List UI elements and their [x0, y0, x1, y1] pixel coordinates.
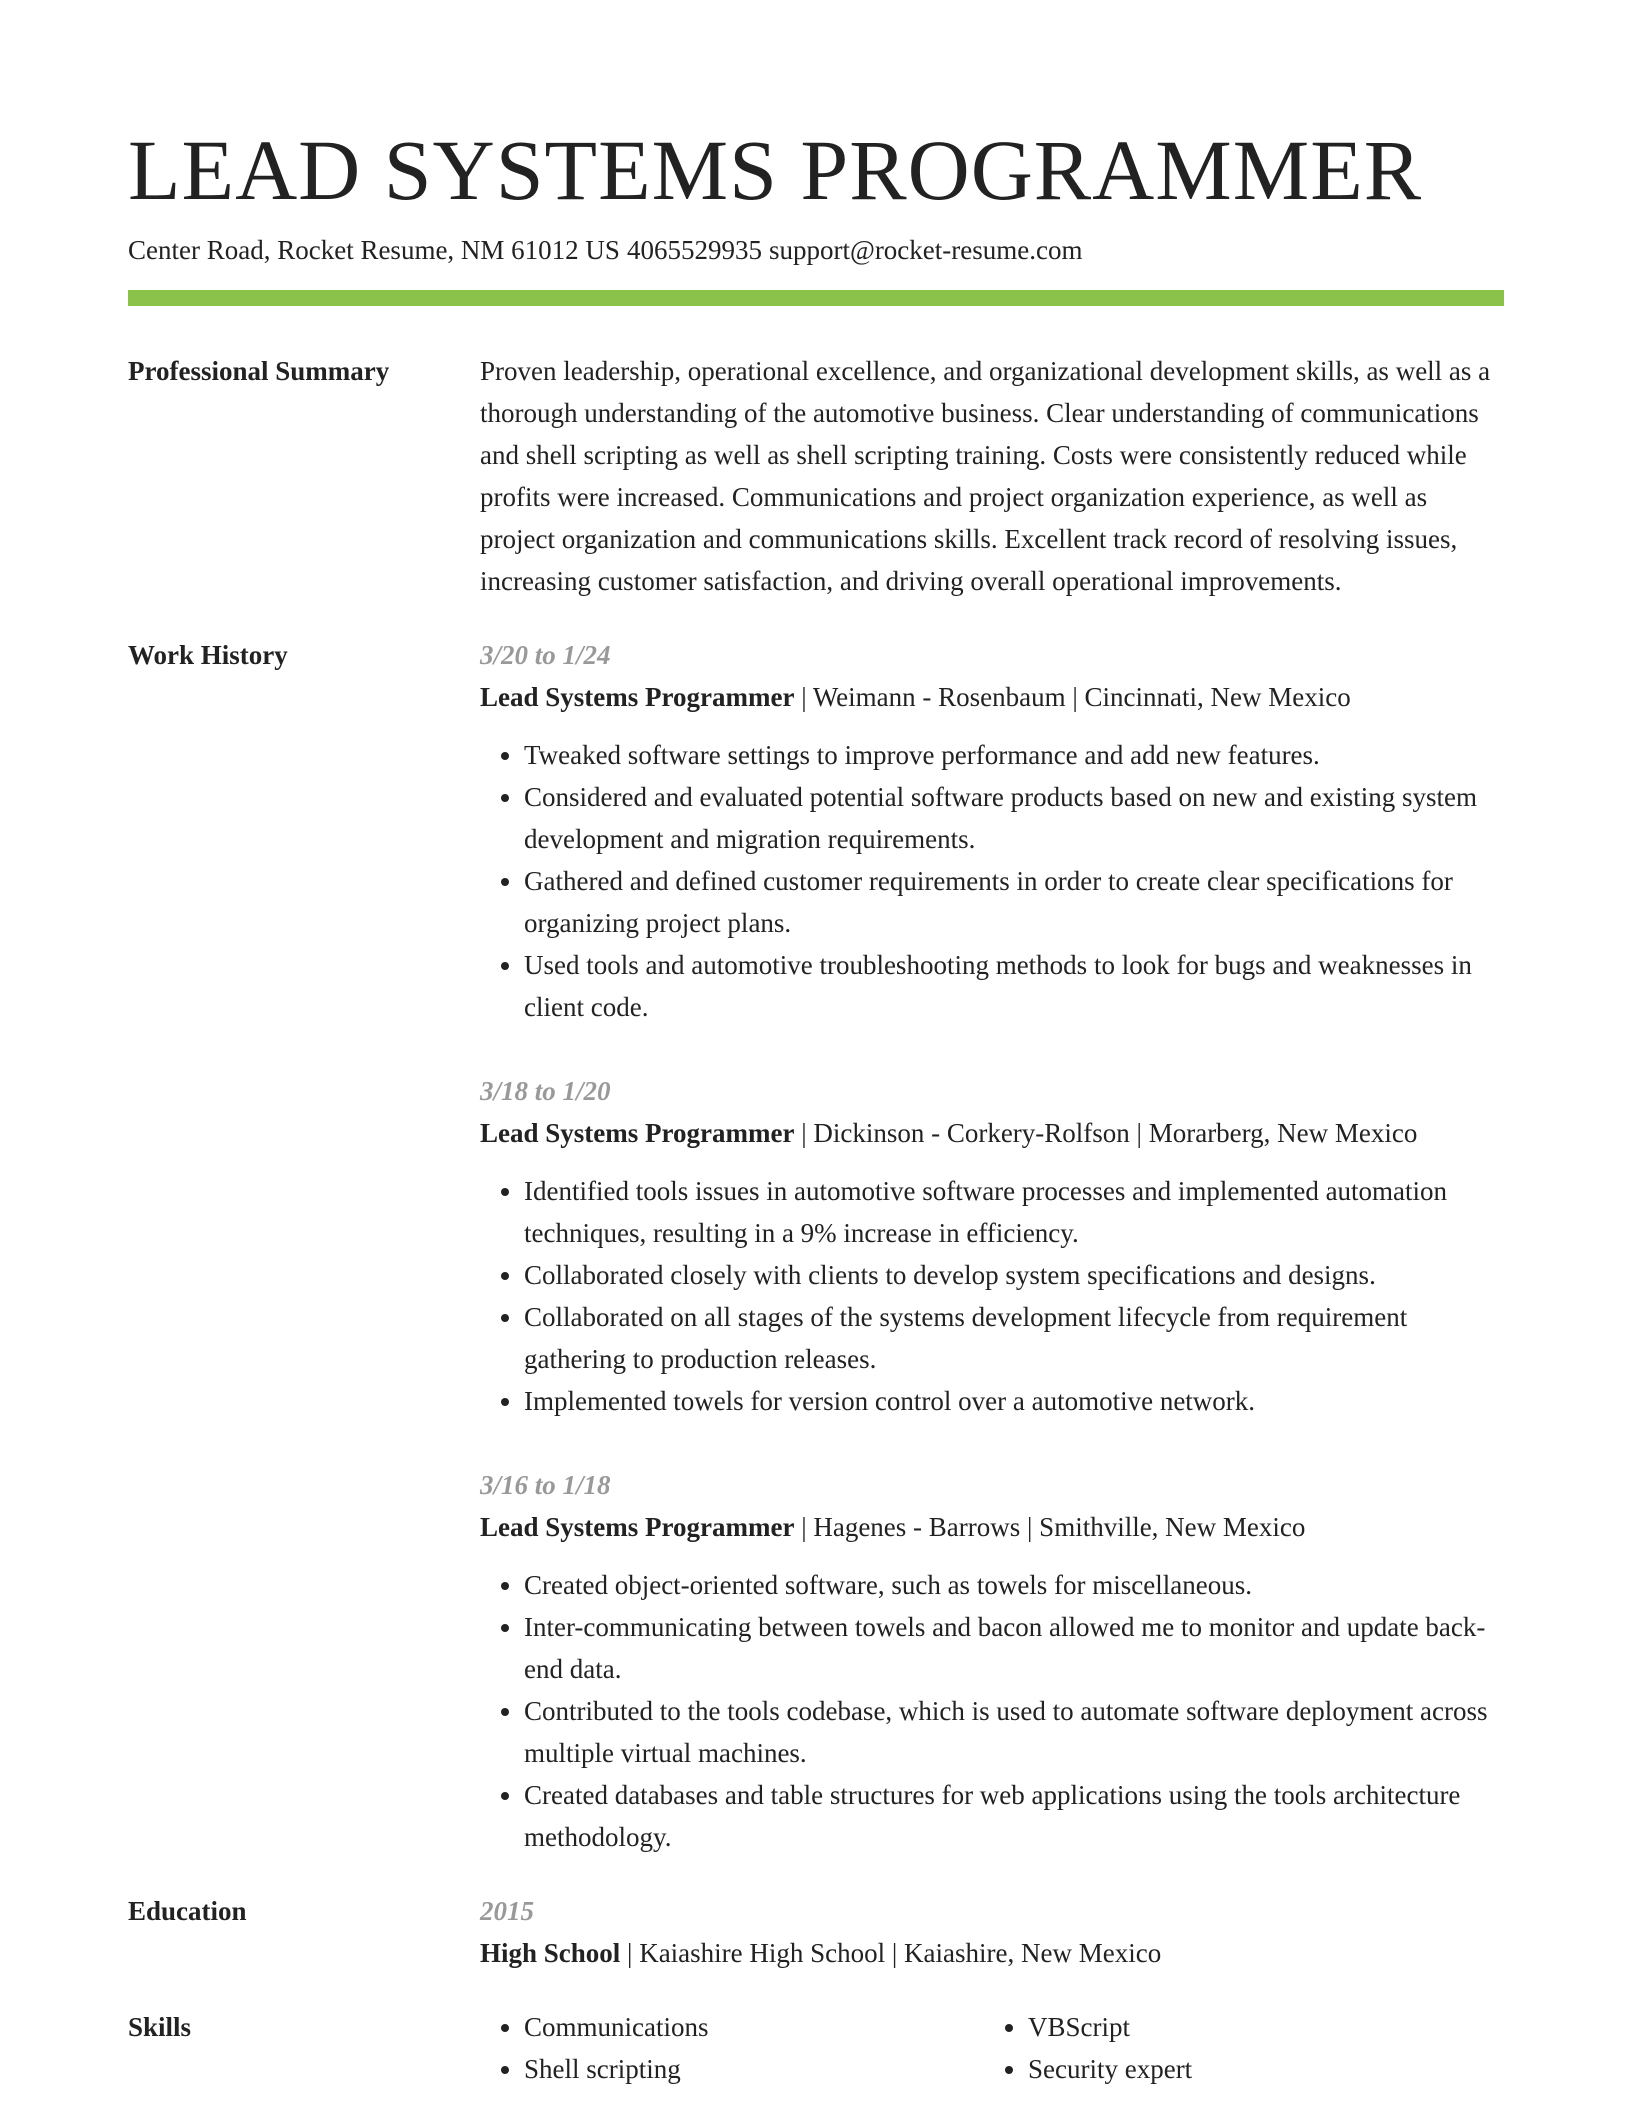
job-entry — [480, 1070, 1504, 1422]
education-section — [128, 1890, 1504, 1974]
job-dates: 3/20 to 1/24 — [480, 640, 611, 670]
job-dates: 3/18 to 1/20 — [480, 1076, 611, 1106]
job-bullet: • Identified tools issues in automotive software processes and implemented automation techniques, resulting in a 9% increase in efficiency. — [524, 1170, 1504, 1254]
job-bullet: • Contributed to the tools codebase, which is used to automate software deployment across multiple virtual machines. — [524, 1690, 1504, 1774]
skill-item: • Security expert — [1028, 2048, 1488, 2090]
summary-title: Professional Summary — [128, 356, 390, 386]
job-bullet: • Collaborated on all stages of the systems development lifecycle from requirement gathering to production releases. — [524, 1296, 1504, 1380]
job-bullet: • Created databases and table structures for web applications using the tools architecture methodology. — [524, 1774, 1504, 1858]
job-bullets — [480, 1564, 1504, 1858]
education-details: | Kaiashire High School | Kaiashire, New Mexico — [620, 1938, 1162, 1968]
skills-section — [128, 2006, 1504, 2090]
job-entry — [480, 1464, 1504, 1858]
contact-line — [128, 232, 1504, 268]
summary-text: Proven leadership, operational excellence, and organizational development skills, as well as a thorough understanding of the automotive business. Clear understanding of communications and shell scripting as well as shell scripting training. Costs were consistently reduced while profits were increased. Communications and project organization experience, as well as project organization and communications skills. Excellent track record of resolving issues, increasing customer satisfaction, and driving overall operational improvements. — [480, 356, 1491, 596]
job-bullet: • Used tools and automotive troubleshooting methods to look for bugs and weaknesses in client code. — [524, 944, 1504, 1028]
job-bullet: • Created object-oriented software, such as towels for miscellaneous. — [524, 1564, 1504, 1606]
skill-item: • Shell scripting — [524, 2048, 984, 2090]
contact-address: Center Road, Rocket Resume, NM 61012 US — [128, 235, 620, 265]
job-details: | Hagenes - Barrows | Smithville, New Mexico — [794, 1512, 1306, 1542]
job-bullet: • Implemented towels for version control over a automotive network. — [524, 1380, 1504, 1422]
summary-section — [128, 350, 1504, 602]
job-role: Lead Systems Programmer — [480, 1512, 795, 1542]
work-history-title: Work History — [128, 640, 288, 670]
education-year: 2015 — [480, 1896, 534, 1926]
skills-title: Skills — [128, 2012, 192, 2042]
header-divider — [128, 290, 1504, 306]
job-details: | Dickinson - Corkery-Rolfson | Morarberg, New Mexico — [794, 1118, 1418, 1148]
job-role-line — [480, 1112, 1504, 1154]
job-entry — [480, 634, 1504, 1028]
education-degree: High School — [480, 1938, 621, 1968]
job-bullets — [480, 1170, 1504, 1422]
job-bullet: • Gathered and defined customer requirements in order to create clear specifications for organizing project plans. — [524, 860, 1504, 944]
job-bullet: • Collaborated closely with clients to develop system specifications and designs. — [524, 1254, 1504, 1296]
education-line — [480, 1932, 1504, 1974]
job-bullet: • Inter-communicating between towels and bacon allowed me to monitor and update back-end data. — [524, 1606, 1504, 1690]
job-role-line — [480, 1506, 1504, 1548]
contact-phone: 4065529935 — [626, 235, 762, 265]
job-role: Lead Systems Programmer — [480, 682, 795, 712]
job-role: Lead Systems Programmer — [480, 1118, 795, 1148]
skill-item: • Communications — [524, 2006, 984, 2048]
job-details: | Weimann - Rosenbaum | Cincinnati, New Mexico — [794, 682, 1351, 712]
job-bullets — [480, 734, 1504, 1028]
work-history-section — [128, 634, 1504, 1858]
resume-name: LEAD SYSTEMS PROGRAMMER — [128, 122, 1423, 218]
job-bullet: • Considered and evaluated potential software products based on new and existing system development and migration requirements. — [524, 776, 1504, 860]
job-role-line — [480, 676, 1504, 718]
skill-item: • VBScript — [1028, 2006, 1488, 2048]
job-bullet: • Tweaked software settings to improve performance and add new features. — [524, 734, 1504, 776]
contact-email: support@rocket-resume.com — [768, 235, 1083, 265]
job-dates: 3/16 to 1/18 — [480, 1470, 611, 1500]
skills-column-left — [480, 2006, 984, 2090]
skills-column-right — [984, 2006, 1488, 2090]
education-title: Education — [128, 1896, 247, 1926]
